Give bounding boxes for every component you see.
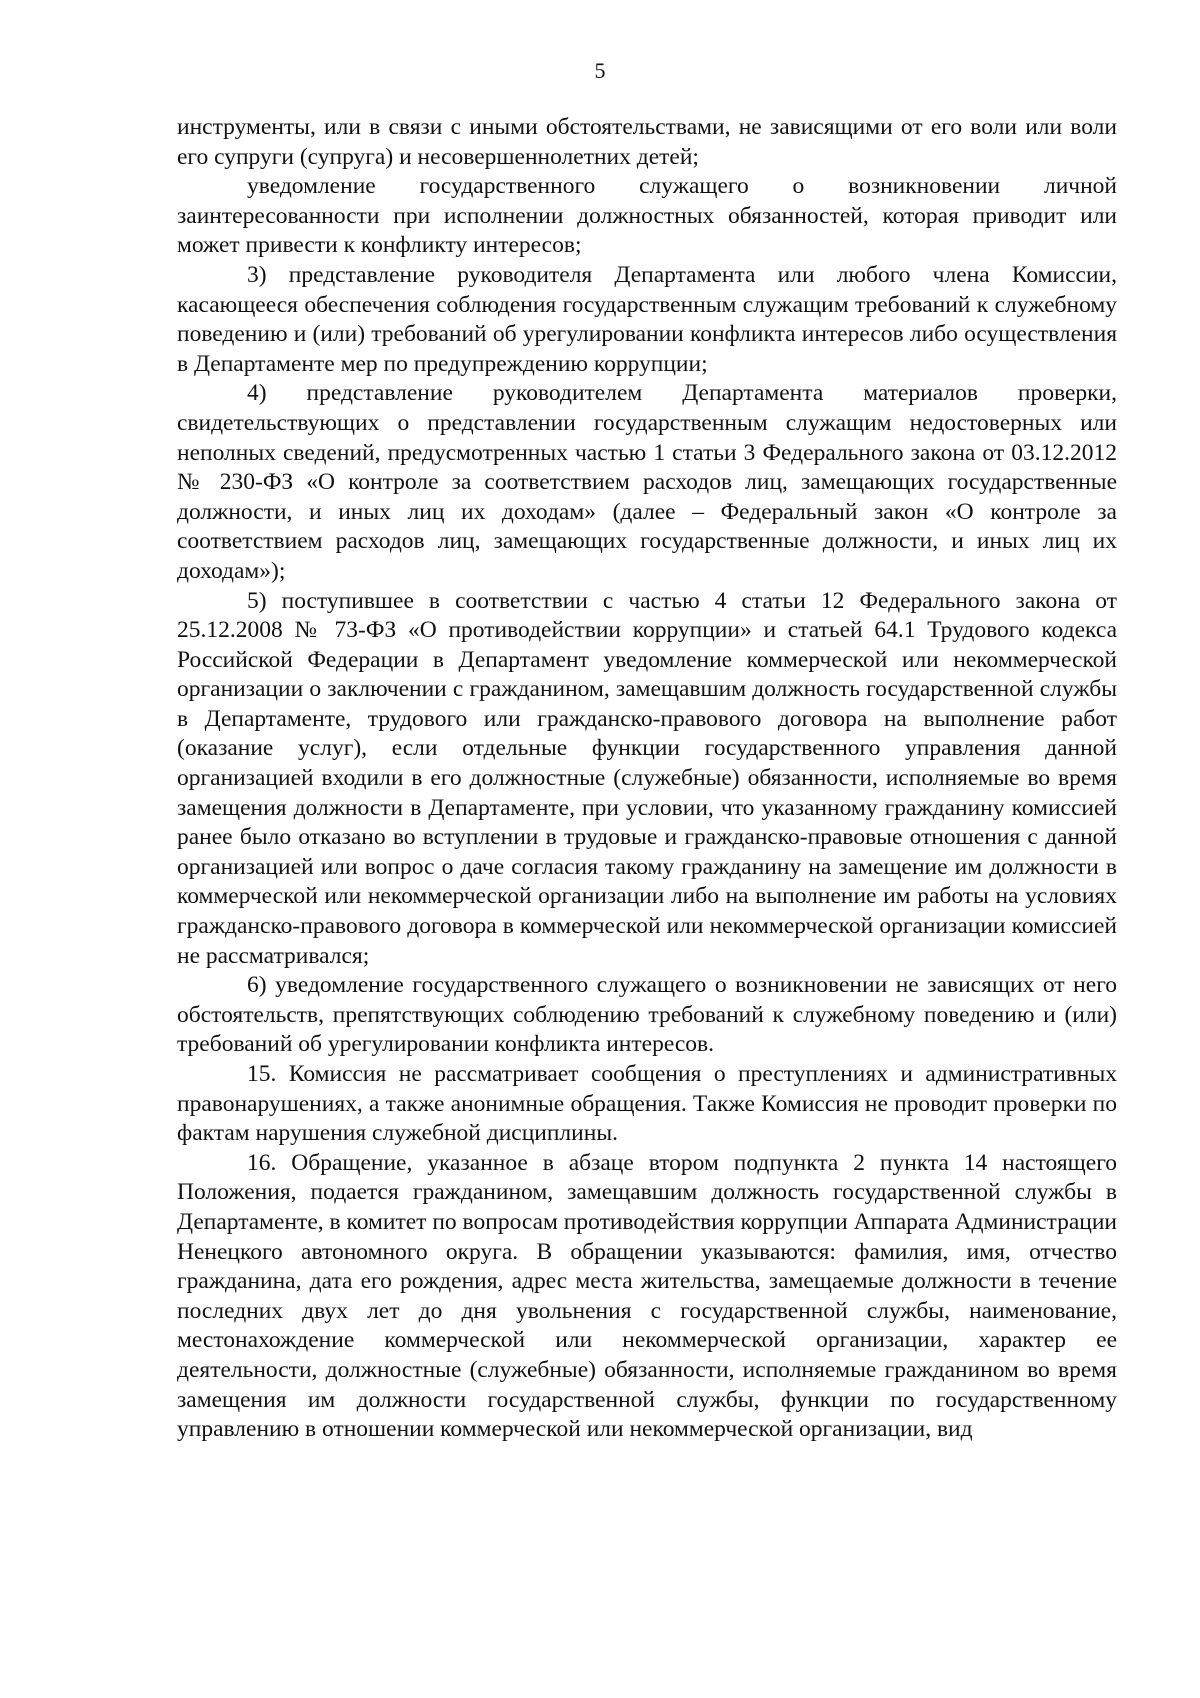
paragraph-section-16: 16. Обращение, указанное в абзаце втором подпункта 2 пункта 14 настоящего Положения, подается гражданином, замещавшим должность государственной службы в Департаменте, в комитет по вопросам противодействия коррупции Аппарата Администрации Ненецкого автономного округа. В обращении указываются: фамилия, имя, отчество гражданина, дата его рождения, адрес места жительства, замещаемые должности в течение последних двух лет до дня увольнения с государственной службы, наименование, местонахождение коммерческой или некоммерческой организации, характер ее деятельности, должностные (служебные) обязанности, исполняемые гражданином во время замещения им должности государственной службы, функции по государственному управлению в отношении коммерческой или некоммерческой организации, вид (177, 1149, 1117, 1443)
paragraph-section-15: 15. Комиссия не рассматривает сообщения о преступлениях и административных правонарушениях, а также анонимные обращения. Также Комиссия не проводит проверки по фактам нарушения служебной дисциплины. (177, 1061, 1117, 1147)
paragraph-item-3: 3) представление руководителя Департамента или любого члена Комиссии, касающееся обеспечения соблюдения государственным служащим требований к служебному поведению и (или) требований об урегулировании конфликта интересов либо осуществления в Департаменте мер по предупреждению коррупции; (177, 261, 1117, 377)
paragraph-item-4: 4) представление руководителем Департамента материалов проверки, свидетельствующих о представлении государственным служащим недостоверных или неполных сведений, предусмотренных частью 1 статьи 3 Федерального закона от 03.12.2012 № 230-ФЗ «О контроле за соответствием расходов лиц, замещающих государственные должности, и иных лиц их доходам» (далее – Федеральный закон «О контроле за соответствием расходов лиц, замещающих государственные должности, и иных лиц их доходам»); (177, 380, 1117, 584)
paragraph-continuation: инструменты, или в связи с иными обстоятельствами, не зависящими от его воли или воли его супруги (супруга) и несовершеннолетних детей; (177, 114, 1117, 170)
paragraph-item-6: 6) уведомление государственного служащего о возникновении не зависящих от него обстоятельств, препятствующих соблюдению требований к служебному поведению и (или) требований об урегулировании конфликта интересов. (177, 972, 1117, 1058)
paragraph-conflict-notice: уведомление государственного служащего о возникновении личной заинтересованности при исполнении должностных обязанностей, которая приводит или может привести к конфликту интересов; (177, 173, 1117, 259)
page-number: 5 (594, 58, 606, 83)
paragraph-item-5: 5) поступившее в соответствии с частью 4 статьи 12 Федерального закона от 25.12.2008 № 73-ФЗ «О противодействии коррупции» и статьей 64.1 Трудового кодекса Российской Федерации в Департамент уведомление коммерческой или некоммерческой организации о заключении с гражданином, замещавшим должность государственной службы в Департаменте, трудового или гражданско-правового договора на выполнение работ (оказание услуг), если отдельные функции государственного управления данной организацией входили в его должностные (служебные) обязанности, исполняемые во время замещения должности в Департаменте, при условии, что указанному гражданину комиссией ранее было отказано во вступлении в трудовые и гражданско-правовые отношения с данной организацией или вопрос о даче согласия такому гражданину на замещение им должности в коммерческой или некоммерческой организации либо на выполнение им работы на условиях гражданско-правового договора в коммерческой или некоммерческой организации комиссией не рассматривался; (177, 587, 1117, 969)
document-body (177, 113, 1117, 1445)
